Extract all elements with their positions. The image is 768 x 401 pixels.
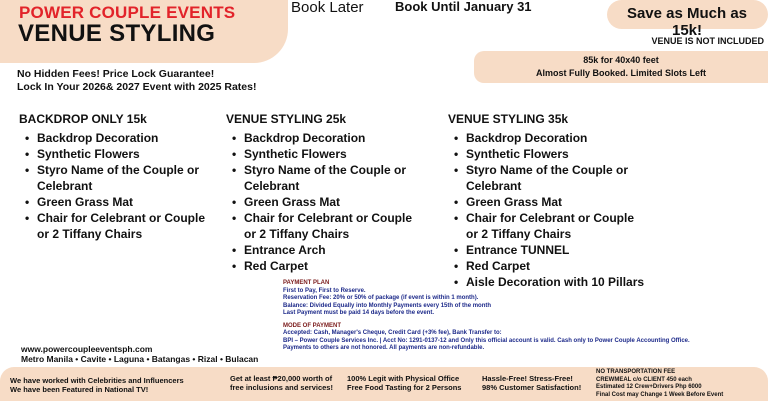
package-item: • Entrance TUNNEL bbox=[448, 242, 648, 258]
brand-name: POWER COUPLE EVENTS bbox=[19, 3, 236, 22]
payment-plan-line: Reservation Fee: 20% or 50% of package (if event is within 1 month). bbox=[283, 295, 479, 301]
package-item: • Red Carpet bbox=[226, 258, 426, 274]
footer-line: free inclusions and services! bbox=[230, 383, 333, 392]
footer-line: 100% Legit with Physical Office bbox=[347, 374, 460, 383]
package-item: • Entrance Arch bbox=[226, 242, 426, 258]
payment-info bbox=[283, 280, 753, 353]
package-item: • Chair for Celebrant or Couple or 2 Tiffany Chairs bbox=[226, 210, 426, 242]
promo-line-1: No Hidden Fees! Price Lock Guarantee! bbox=[17, 68, 215, 80]
package-item: • Synthetic Flowers bbox=[226, 146, 426, 162]
package-venue-styling-25k bbox=[226, 112, 426, 274]
footer-line: CREWMEAL c/o CLIENT 450 each bbox=[596, 376, 692, 383]
footer-line: Estimated 12 Crew+Drivers Php 6000 bbox=[596, 384, 702, 390]
package-item: • Chair for Celebrant or Couple or 2 Tiffany Chairs bbox=[19, 210, 219, 242]
availability-line: Almost Fully Booked. Limited Slots Left bbox=[535, 68, 706, 78]
payment-mode-title: MODE OF PAYMENT bbox=[283, 322, 342, 329]
book-until-label: Book Until January 31 bbox=[395, 0, 532, 14]
book-later-label: Book Later bbox=[291, 0, 364, 16]
footer-celebs bbox=[10, 376, 184, 394]
footer-line: We have worked with Celebrities and Influencers bbox=[10, 376, 184, 385]
package-backdrop-only bbox=[19, 112, 219, 242]
payment-plan-line: Balance: Divided Equally into Monthly Payments every 15th of the month bbox=[283, 302, 492, 309]
size-price-line: 85k for 40x40 feet bbox=[583, 55, 659, 65]
promo-line-2: Lock In Your 2026& 2027 Event with 2025 Rates! bbox=[17, 81, 257, 93]
venue-not-included-note: VENUE IS NOT INCLUDED bbox=[651, 36, 764, 46]
payment-mode-line: Accepted: Cash, Manager's Cheque, Credit Card (+3% fee), Bank Transfer to: bbox=[283, 330, 502, 336]
footer-inclusions bbox=[230, 374, 333, 392]
service-locations: Metro Manila • Cavite • Laguna • Batangas • Rizal • Bulacan bbox=[21, 354, 259, 364]
package-item: • Aisle Decoration with 10 Pillars bbox=[448, 274, 648, 290]
package-item: • Styro Name of the Couple or Celebrant bbox=[448, 162, 648, 194]
package-item: • Red Carpet bbox=[448, 258, 648, 274]
footer-hassle bbox=[482, 374, 581, 392]
footer-line: Free Food Tasting for 2 Persons bbox=[347, 383, 462, 392]
payment-mode-line: Payments to others are not honored. All payments are non-refundable. bbox=[283, 345, 485, 351]
package-item: • Chair for Celebrant or Couple or 2 Tiffany Chairs bbox=[448, 210, 648, 242]
footer-legit bbox=[347, 374, 461, 392]
payment-mode-line: BPI – Power Couple Services Inc. | Acct No: 1291-0137-12 and Only this official account is valid. Cash only to Power Couple Accounting Office. bbox=[283, 337, 690, 344]
payment-plan-line: First to Pay, First to Reserve. bbox=[283, 287, 366, 294]
package-venue-styling-35k bbox=[448, 112, 648, 290]
footer-line: Get at least ₱20,000 worth of bbox=[230, 374, 333, 383]
save-badge: Save as Much as 15k! bbox=[626, 5, 748, 39]
package-item: • Styro Name of the Couple or Celebrant bbox=[226, 162, 426, 194]
package-item: • Backdrop Decoration bbox=[19, 130, 219, 146]
package-item: • Synthetic Flowers bbox=[448, 146, 648, 162]
footer-line: NO TRANSPORTATION FEE bbox=[596, 369, 676, 375]
package-item: • Green Grass Mat bbox=[19, 194, 219, 210]
package-item: • Synthetic Flowers bbox=[19, 146, 219, 162]
footer-line: 98% Customer Satisfaction! bbox=[482, 383, 582, 392]
package-item: • Green Grass Mat bbox=[226, 194, 426, 210]
package-item: • Styro Name of the Couple or Celebrant bbox=[19, 162, 219, 194]
website-link[interactable]: www.powercoupleeventsph.com bbox=[21, 344, 153, 354]
footer-line: Hassle-Free! Stress-Free! bbox=[482, 374, 573, 383]
footer-line: Final Cost may Change 1 Week Before Event bbox=[596, 391, 724, 398]
payment-plan-line: Last Payment must be paid 14 days before the event. bbox=[283, 310, 435, 316]
page-title: VENUE STYLING bbox=[18, 20, 216, 47]
package-item: • Backdrop Decoration bbox=[448, 130, 648, 146]
payment-plan-title: PAYMENT PLAN bbox=[283, 280, 330, 286]
package-item: • Backdrop Decoration bbox=[226, 130, 426, 146]
package-item: • Green Grass Mat bbox=[448, 194, 648, 210]
footer-fees bbox=[596, 369, 723, 399]
footer-line: We have been Featured in National TV! bbox=[10, 385, 149, 394]
package-title: BACKDROP ONLY 15k bbox=[19, 112, 147, 126]
package-title: VENUE STYLING 25k bbox=[226, 112, 347, 126]
package-title: VENUE STYLING 35k bbox=[448, 112, 569, 126]
